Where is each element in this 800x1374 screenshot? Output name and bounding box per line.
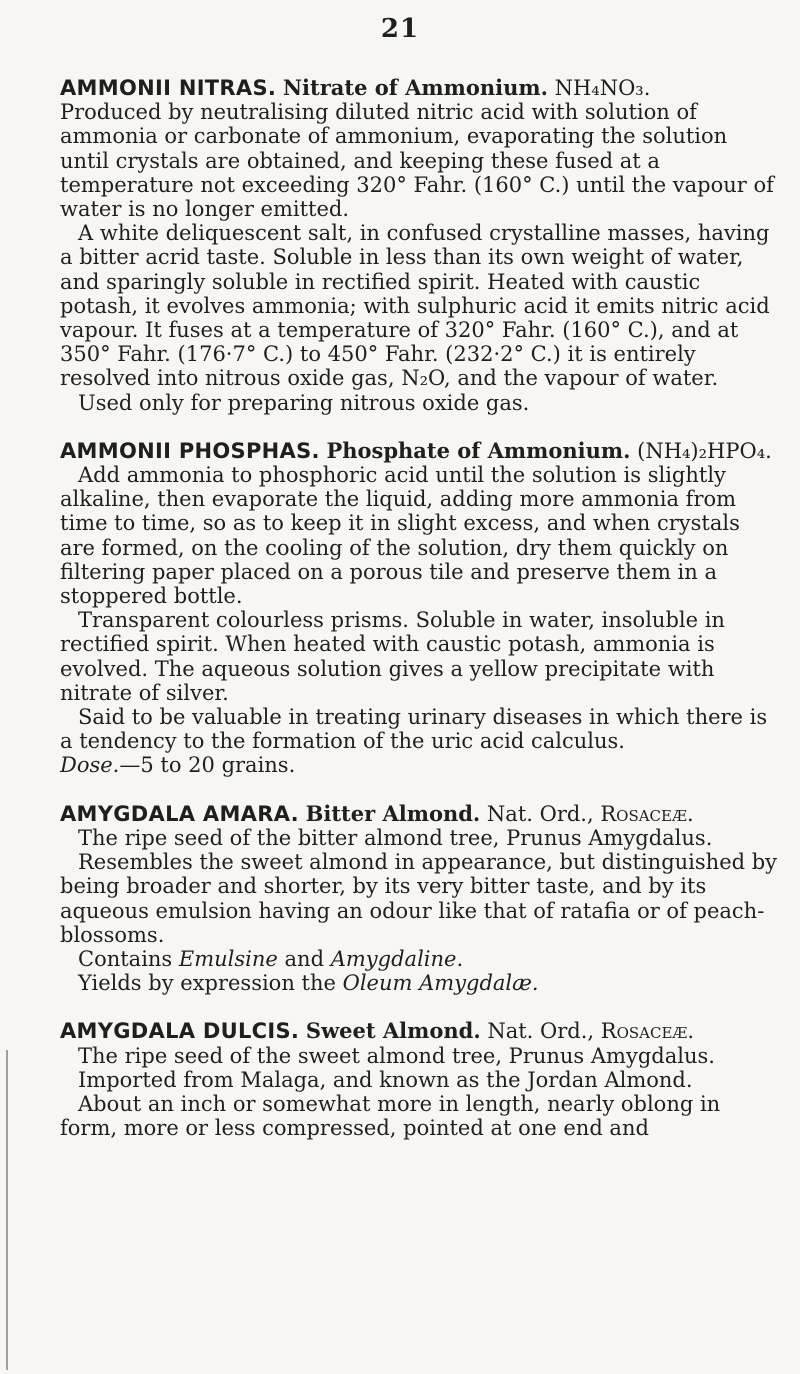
entry-paragraph: Transparent colourless prisms. Soluble in water, insoluble in rectified spirit. When heated with caustic potash, ammonia is evolved. The aqueous solution gives a yellow precipitate with nitrate of silver. — [60, 608, 725, 705]
entry-formula: (NH₄)₂HPO₄. — [637, 438, 772, 463]
contains-and: and — [284, 946, 325, 971]
entry-yields — [60, 971, 780, 995]
entry-paragraph: Resembles the sweet almond in appearance, but distinguished by being broader and shorter, by its very bitter taste, and by its aqueous emulsion having an odour like that of ratafia or of peach-blossoms. — [60, 850, 778, 947]
contains-item: Amygdaline. — [330, 946, 464, 971]
entry-headword: AMYGDALA DULCIS. — [60, 1019, 300, 1044]
binding-edge-shadow — [6, 1050, 8, 1370]
natural-order-label: Nat. Ord., — [487, 1019, 595, 1044]
entry-heading — [60, 802, 780, 826]
entry-headword: AMMONII NITRAS. — [60, 76, 277, 100]
entry-heading — [60, 1019, 780, 1043]
dose-value: —5 to 20 grains. — [119, 753, 296, 778]
entry-paragraph: Add ammonia to phosphoric acid until the solution is slightly alkaline, then evaporate the liquid, adding more ammonia from time to time, so as to keep it in slight excess, and when crystals are formed, on the cooling of the solution, dry them quickly on filtering paper placed on a porous tile and preserve them in a stoppered bottle. — [60, 463, 740, 609]
entry-headword: AMMONII PHOSPHAS. — [60, 438, 320, 463]
entry-ammonii-nitras — [60, 76, 780, 415]
entry-english-name: Phosphate of Ammonium. — [326, 437, 631, 463]
entry-paragraph: Produced by neutralising diluted nitric acid with solution of ammonia or carbonate of ammonium, evaporating the solution until crystals are obtained, and keeping these fused at a temperature not exceeding 320° Fahr. (160° C.) until the vapour of water is no longer emitted. — [60, 100, 774, 222]
entry-paragraph: About an inch or somewhat more in length, nearly oblong in form, more or less compressed, pointed at one end and — [60, 1091, 721, 1141]
dose-label: Dose. — [60, 753, 120, 778]
page-number: 21 — [380, 14, 420, 44]
entry-contains — [60, 947, 780, 971]
yields-label: Yields by expression the — [78, 971, 336, 996]
natural-order-name: Rosaceæ. — [600, 1019, 695, 1044]
entry-paragraph: Imported from Malaga, and known as the Jordan Almond. — [78, 1067, 693, 1092]
natural-order-label: Nat. Ord., — [486, 801, 594, 826]
entry-english-name: Sweet Almond. — [305, 1018, 481, 1044]
yields-oil: Oleum Amygdalæ. — [342, 971, 539, 996]
contains-item: Emulsine — [178, 946, 278, 971]
entry-paragraph: Said to be valuable in treating urinary diseases in which there is a tendency to the formation of the uric acid calculus. — [60, 705, 768, 754]
contains-label: Contains — [78, 946, 173, 971]
entry-dose — [60, 753, 780, 777]
entry-paragraph: A white deliquescent salt, in confused crystalline masses, having a bitter acrid taste. Soluble in less than its own weight of water, and sparingly soluble in rectified spirit. Heated with caustic potash, it evolves ammonia; with sulphuric acid it emits nitric acid vapour. It fuses at a temperature of 320° Fahr. (160° C.), and at 350° Fahr. (176·7° C.) to 450° Fahr. (232·2° C.) it is entirely resolved into nitrous oxide gas, N₂O, and the vapour of water. — [60, 221, 770, 391]
entry-headword: AMYGDALA AMARA. — [60, 801, 299, 826]
page-body — [60, 76, 780, 1164]
entry-formula: NH₄NO₃. — [554, 76, 651, 100]
entry-heading — [60, 76, 780, 100]
entry-paragraph: The ripe seed of the sweet almond tree, Prunus Amygdalus. — [78, 1043, 715, 1068]
entry-english-name: Bitter Almond. — [305, 800, 481, 826]
natural-order-name: Rosaceæ. — [600, 801, 694, 826]
entry-amygdala-amara — [60, 802, 780, 996]
entry-amygdala-dulcis — [60, 1019, 780, 1140]
entry-heading — [60, 439, 780, 463]
entry-paragraph: Used only for preparing nitrous oxide gas. — [78, 390, 530, 415]
entry-paragraph: The ripe seed of the bitter almond tree, Prunus Amygdalus. — [78, 825, 713, 850]
entry-ammonii-phosphas — [60, 439, 780, 778]
entry-english-name: Nitrate of Ammonium. — [282, 75, 548, 100]
